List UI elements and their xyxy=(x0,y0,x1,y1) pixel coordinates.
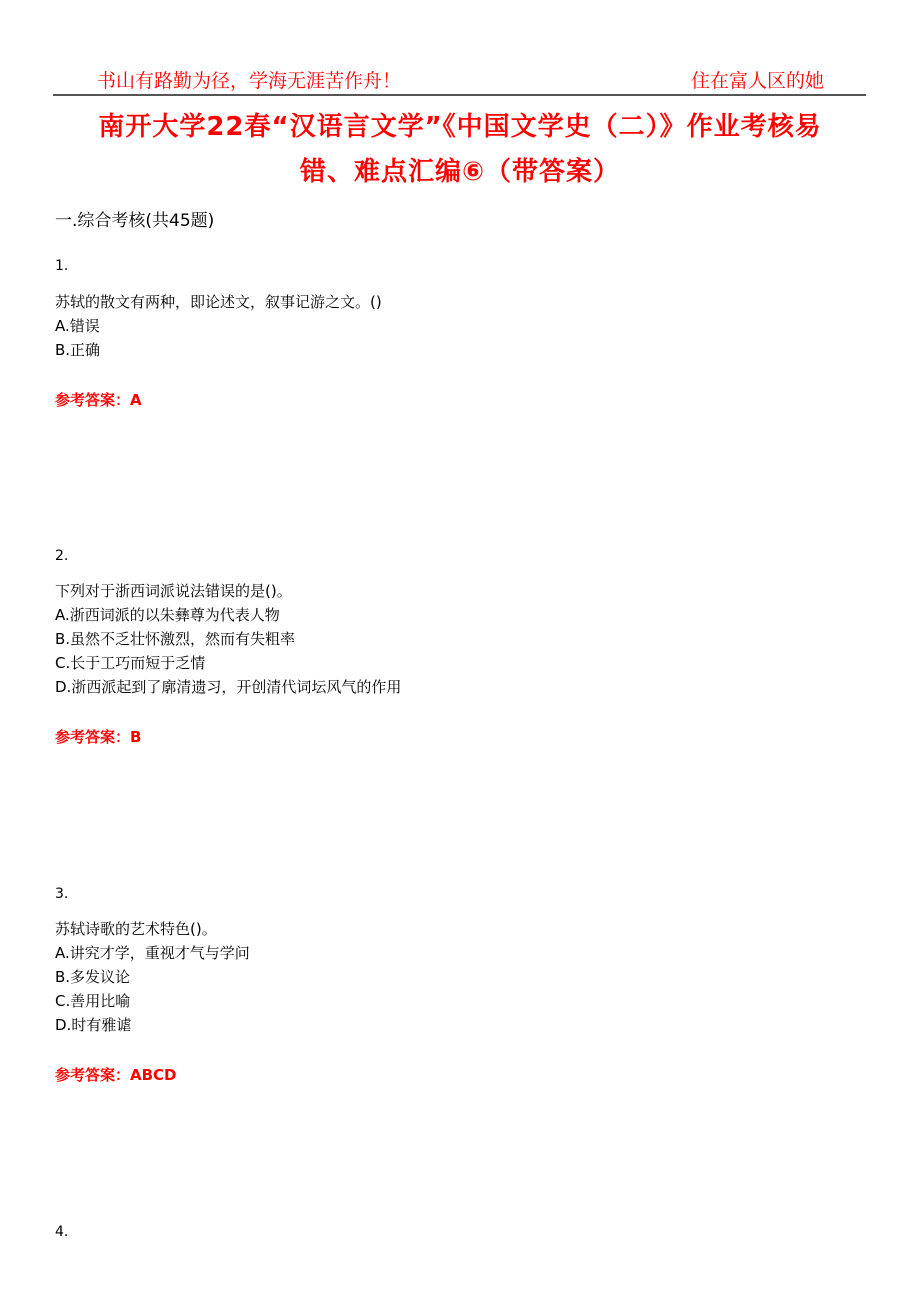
question-option-a: A.浙西词派的以朱彝尊为代表人物 xyxy=(55,606,280,624)
question-option-a: A.错误 xyxy=(55,317,100,335)
question-number: 3. xyxy=(55,886,69,902)
question-option-c: C.善用比喻 xyxy=(55,992,131,1010)
question-number: 2. xyxy=(55,548,69,564)
question-answer: 参考答案：A xyxy=(55,391,142,409)
question-text: 下列对于浙西词派说法错误的是()。 xyxy=(55,582,292,600)
question-answer: 参考答案：ABCD xyxy=(55,1066,177,1084)
header-author: 住在富人区的她 xyxy=(690,70,824,92)
question-option-b: B.多发议论 xyxy=(55,968,131,986)
question-option-c: C.长于工巧而短于乏情 xyxy=(55,654,206,672)
page-header xyxy=(53,62,866,96)
question-option-b: B.虽然不乏壮怀激烈，然而有失粗率 xyxy=(55,630,296,648)
section-heading: 一.综合考核(共45题) xyxy=(55,211,215,231)
document-title-line-2: 错、难点汇编⑥（带答案） xyxy=(299,157,620,187)
question-option-b: B.正确 xyxy=(55,341,101,359)
header-motto: 书山有路勤为径，学海无涯苦作舟！ xyxy=(97,70,402,92)
question-text: 苏轼诗歌的艺术特色()。 xyxy=(55,920,217,938)
question-option-d: D.浙西派起到了廓清遗习，开创清代词坛风气的作用 xyxy=(55,678,402,696)
question-number: 4. xyxy=(55,1224,69,1240)
question-number: 1. xyxy=(55,258,69,274)
question-text: 苏轼的散文有两种，即论述文，叙事记游之文。() xyxy=(55,293,382,311)
question-option-d: D.时有雅谑 xyxy=(55,1016,132,1034)
document-title-line-1: 南开大学22春“汉语言文学”《中国文学史（二）》作业考核易 xyxy=(98,112,822,142)
question-answer: 参考答案：B xyxy=(55,728,142,746)
question-option-a: A.讲究才学，重视才气与学问 xyxy=(55,944,250,962)
